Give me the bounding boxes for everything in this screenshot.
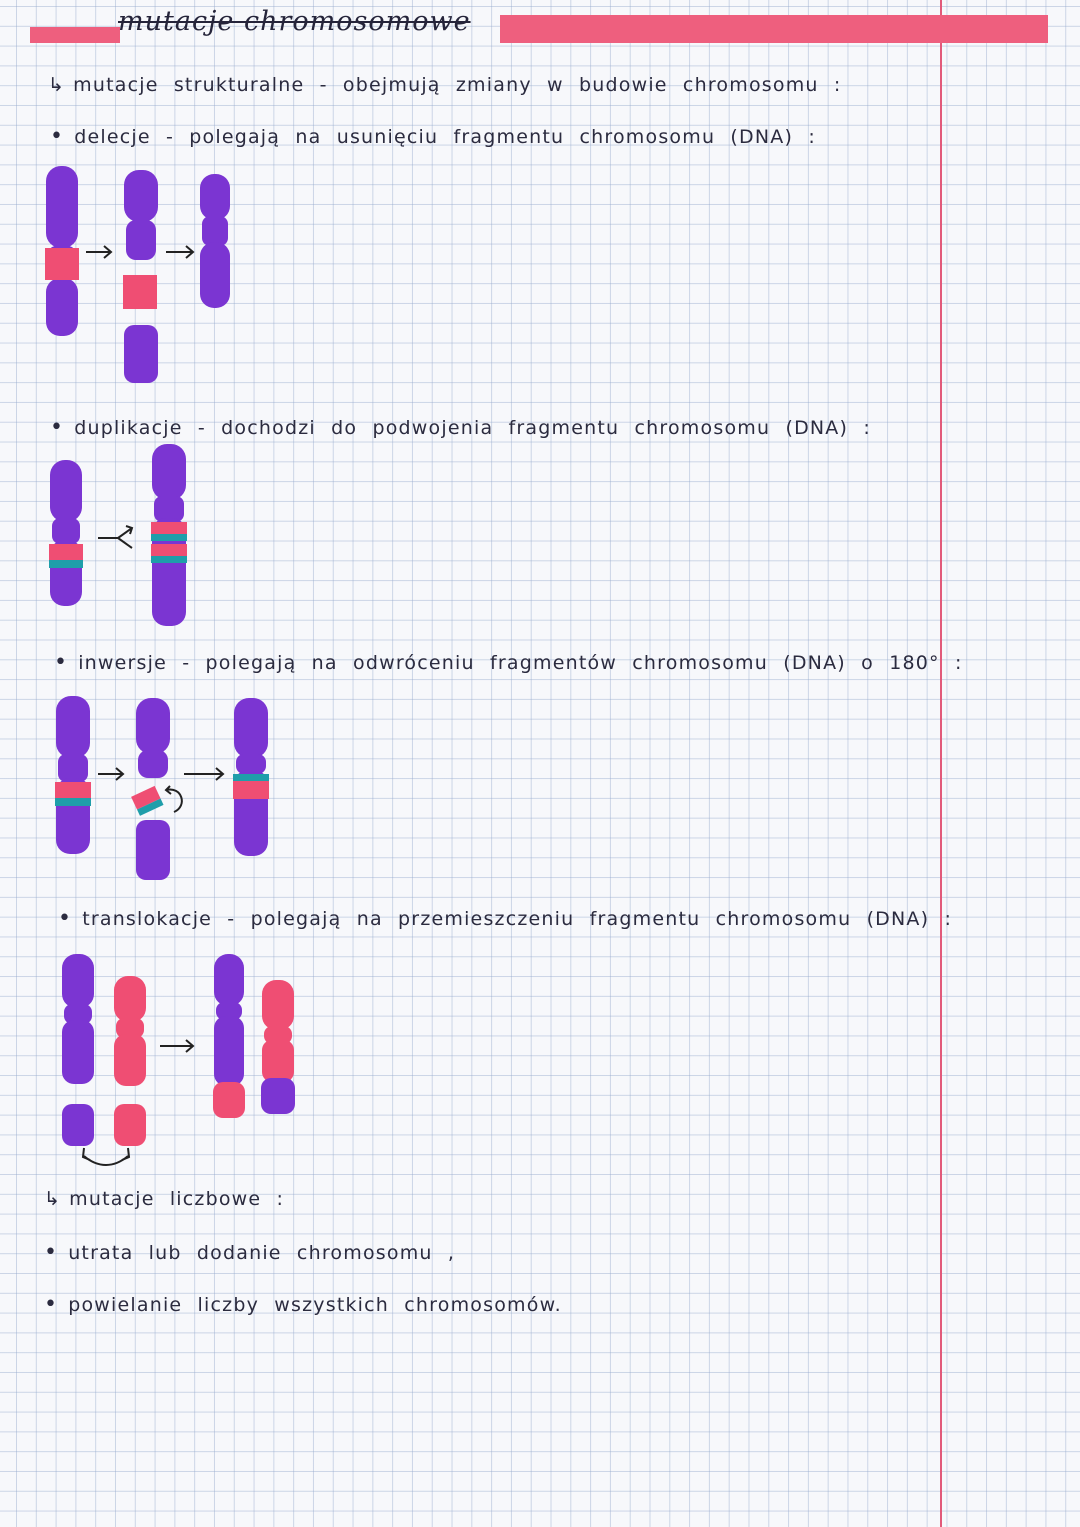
chromosome-result — [200, 174, 230, 308]
item-deletion — [50, 124, 816, 149]
chromosome-breaking — [123, 170, 158, 383]
chromosome-inverted — [233, 698, 269, 856]
item-translocation-text: translokacje - polegają na przemieszczeniu fragmentu chromosomu (DNA) : — [82, 908, 953, 930]
bullet: • — [50, 415, 65, 440]
chromosome-original — [55, 696, 91, 854]
structural-heading-text: mutacje strukturalne - obejmują zmiany w budowie chromosomu : — [73, 74, 842, 96]
chromosome-purple-translocated — [213, 954, 245, 1118]
item-inversion-text: inwersje - polegają na odwróceniu fragmentów chromosomu (DNA) o 180° : — [78, 652, 963, 674]
hooked-arrow-icon: ↳ — [44, 1188, 62, 1210]
numerical-item-2-text: powielanie liczby wszystkich chromosomów. — [68, 1294, 562, 1316]
item-inversion — [54, 650, 963, 675]
chromosome-pink-original — [114, 976, 146, 1146]
numerical-heading-text: mutacje liczbowe : — [69, 1188, 285, 1210]
title-highlight-left — [30, 27, 120, 43]
arrow-icon — [184, 768, 223, 780]
split-arrow-icon — [98, 526, 132, 548]
duplication-diagram — [44, 440, 204, 640]
bullet: • — [44, 1292, 59, 1317]
numerical-item-1 — [44, 1240, 455, 1265]
arrow-icon — [160, 1040, 193, 1052]
arrow-icon — [166, 246, 193, 258]
numerical-item-2 — [44, 1292, 562, 1317]
arrow-icon — [98, 768, 123, 780]
rotating-fragment — [131, 786, 163, 816]
hooked-arrow-icon: ↳ — [48, 74, 66, 96]
chromosome-duplicated — [151, 444, 187, 626]
bullet: • — [58, 906, 73, 931]
chromosome-breaking — [131, 698, 182, 880]
swap-arrow-icon — [83, 1148, 129, 1165]
removed-fragment — [123, 275, 157, 309]
segment-teal — [49, 560, 83, 568]
chromosome-original — [45, 166, 79, 336]
item-duplication-text: duplikacje - dochodzi do podwojenia fragmentu chromosomu (DNA) : — [74, 417, 871, 439]
bullet: • — [54, 650, 69, 675]
numerical-heading — [44, 1188, 284, 1210]
translocation-diagram — [56, 950, 306, 1170]
item-translocation — [58, 906, 952, 931]
page-title: mutacje chromosomowe — [118, 6, 471, 37]
deleted-segment — [45, 248, 79, 280]
page-margin-line — [940, 0, 942, 1527]
segment-pink — [49, 544, 83, 560]
item-duplication — [50, 415, 871, 440]
arrow-icon — [86, 246, 111, 258]
bullet: • — [44, 1240, 59, 1265]
chromosome-pink-translocated — [261, 980, 295, 1114]
deletion-diagram — [40, 160, 260, 390]
chromosome-original — [49, 460, 83, 606]
inversion-diagram — [50, 690, 290, 890]
numerical-item-1-text: utrata lub dodanie chromosomu , — [68, 1242, 456, 1264]
bullet: • — [50, 124, 65, 149]
chromosome-purple-original — [62, 954, 94, 1146]
title-highlight-right — [500, 15, 1048, 43]
structural-heading — [48, 74, 841, 96]
item-deletion-text: delecje - polegają na usunięciu fragmentu chromosomu (DNA) : — [74, 126, 816, 148]
